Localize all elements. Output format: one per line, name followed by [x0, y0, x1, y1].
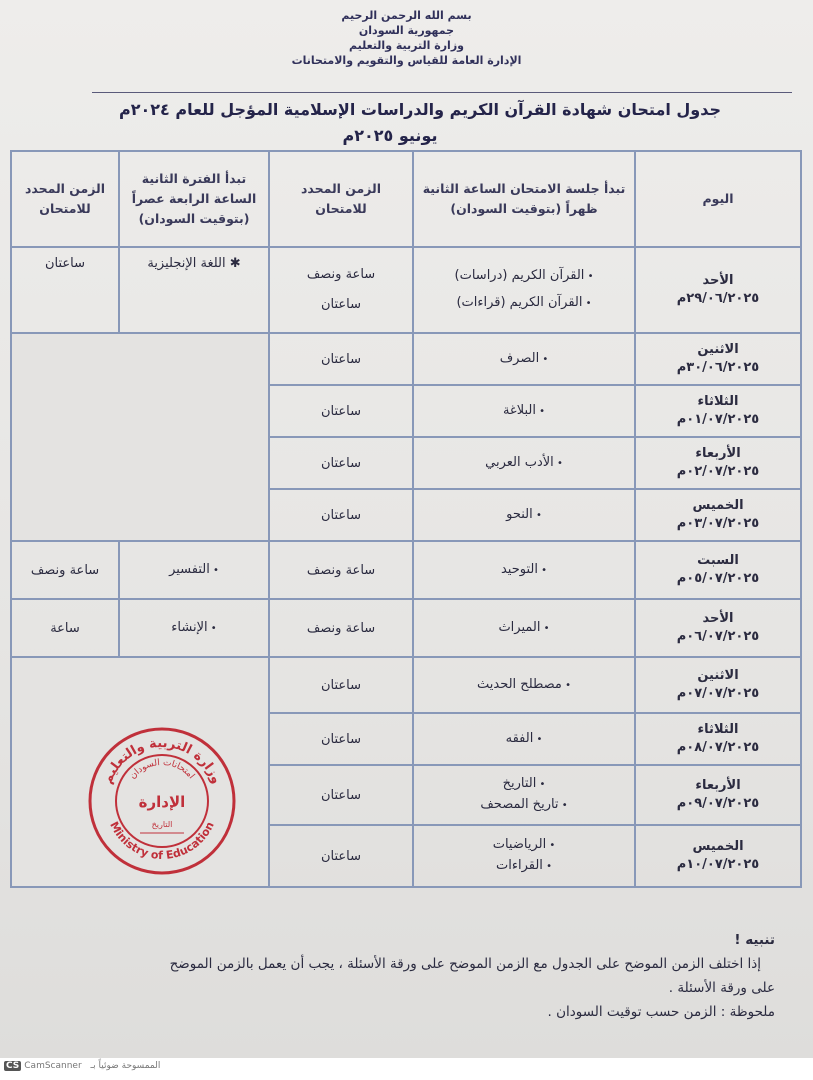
subject: • التوحيد: [418, 557, 630, 584]
table-row: [11, 657, 801, 713]
subject: • الميراث: [418, 615, 630, 642]
subject-cell: [413, 489, 635, 541]
day-name: الخميس: [692, 839, 744, 854]
subject-cell: [413, 765, 635, 825]
day-cell: [635, 437, 801, 489]
day-date: ٠٨/٠٧/٢٠٢٥م: [676, 740, 760, 755]
duration2-cell: ساعتان: [11, 247, 119, 333]
duration-cell: ساعة ونصف: [269, 599, 413, 657]
subject: • تاريخ المصحف: [418, 795, 630, 816]
day-date: ٠٩/٠٧/٢٠٢٥م: [676, 796, 760, 811]
header-session1: تبدأ جلسة الامتحان الساعة الثانية ظهراً (بتوقيت السودان): [413, 151, 635, 247]
subject2-cell: [119, 541, 269, 599]
duration2-cell: ساعة: [11, 599, 119, 657]
subject2: • التفسير: [124, 557, 264, 584]
day-cell: [635, 713, 801, 765]
day-cell: [635, 333, 801, 385]
duration-cell: ساعتان: [269, 333, 413, 385]
day-name: الاثنين: [697, 342, 739, 357]
day-cell: [635, 541, 801, 599]
subject: • الصرف: [418, 346, 630, 373]
country-name: جمهورية السودان: [358, 24, 455, 37]
day-name: الثلاثاء: [697, 394, 739, 409]
day-date: ٠١/٠٧/٢٠٢٥م: [676, 412, 760, 427]
subject-cell: [413, 247, 635, 333]
subject: • القرآن الكريم (قراءات): [418, 290, 630, 317]
ministry-header: [0, 8, 813, 68]
notes-line2: على ورقة الأسئلة .: [668, 980, 775, 996]
empty-block: [11, 333, 269, 541]
official-stamp: [86, 725, 238, 877]
day-cell: [635, 385, 801, 437]
notes-heading: تنبيه !: [734, 932, 775, 948]
stamp-date-label: التاريخ: [151, 820, 173, 829]
subject-cell: [413, 541, 635, 599]
day-cell: [635, 599, 801, 657]
notes-line3: ملحوظة : الزمن حسب توقيت السودان .: [547, 1004, 775, 1020]
day-cell: [635, 765, 801, 825]
day-name: السبت: [697, 553, 739, 568]
ministry-name: وزارة التربية والتعليم: [349, 39, 464, 52]
subject-cell: [413, 825, 635, 887]
notes-line1: إذا اختلف الزمن الموضح على الجدول مع الزمن الموضح على ورقة الأسئلة ، يجب أن يعمل بالزمن الموضح: [169, 956, 761, 972]
subject2: • الإنشاء: [124, 615, 264, 642]
subject: • مصطلح الحديث: [418, 672, 630, 699]
subject: • البلاغة: [418, 398, 630, 425]
notes-section: [15, 928, 775, 1024]
day-name: الخميس: [692, 498, 744, 513]
duration-cell: ساعتان: [269, 825, 413, 887]
subject-cell: [413, 333, 635, 385]
day-date: ٠٦/٠٧/٢٠٢٥م: [676, 629, 760, 644]
subject-cell: [413, 657, 635, 713]
day-date: ١٠/٠٧/٢٠٢٥م: [676, 857, 760, 872]
day-date: ٢٩/٠٦/٢٠٢٥م: [676, 291, 760, 306]
duration-cell: ساعتان: [269, 713, 413, 765]
department-name: الإدارة العامة للقياس والتقويم والامتحانات: [291, 54, 522, 67]
duration: ساعتان: [320, 297, 362, 312]
subject: • الأدب العربي: [418, 450, 630, 477]
duration-cell: ساعة ونصف: [269, 541, 413, 599]
subject-cell: [413, 599, 635, 657]
header-session2: تبدأ الفترة الثانية الساعة الرابعة عصراً (بتوقيت السودان): [119, 151, 269, 247]
basmala: بسم الله الرحمن الرحيم: [341, 9, 472, 22]
day-cell: [635, 657, 801, 713]
day-date: ٠٥/٠٧/٢٠٢٥م: [676, 571, 760, 586]
stamp-arc-bottom: Ministry of Education: [107, 819, 217, 863]
duration-cell: ساعتان: [269, 385, 413, 437]
day-name: الأربعاء: [695, 446, 741, 461]
day-name: الاثنين: [697, 668, 739, 683]
camscanner-label: CamScanner: [24, 1061, 82, 1071]
header-duration1: الزمن المحدد للامتحان: [269, 151, 413, 247]
duration-cell: [269, 247, 413, 333]
subject2-cell: [119, 599, 269, 657]
stamp-arc-top: وزارة التربية والتعليم: [100, 735, 224, 787]
document-title: جدول امتحان شهادة القرآن الكريم والدراسات الإسلامية المؤجل للعام ٢٠٢٤م: [119, 100, 721, 119]
camscanner-logo-icon: CS: [6, 1061, 20, 1071]
subject: • التاريخ: [418, 774, 630, 795]
duration-cell: ساعتان: [269, 765, 413, 825]
day-date: ٠٣/٠٧/٢٠٢٥م: [676, 516, 760, 531]
day-name: الأربعاء: [695, 778, 741, 793]
table-row: [11, 599, 801, 657]
stamp-center: الإدارة: [138, 793, 186, 811]
day-cell: [635, 489, 801, 541]
duration-cell: ساعتان: [269, 657, 413, 713]
duration-cell: ساعتان: [269, 437, 413, 489]
header-day: اليوم: [635, 151, 801, 247]
table-header-row: [11, 151, 801, 247]
camscanner-watermark: [4, 1061, 160, 1071]
duration-cell: ساعتان: [269, 489, 413, 541]
subject-cell: [413, 385, 635, 437]
header-duration2: الزمن المحدد للامتحان: [11, 151, 119, 247]
table-row: [11, 247, 801, 333]
day-date: ٠٧/٠٧/٢٠٢٥م: [676, 686, 760, 701]
subject2: ✱ اللغة الإنجليزية: [147, 256, 241, 271]
subject: • الرياضيات: [418, 835, 630, 856]
duration: ساعة ونصف: [306, 267, 376, 282]
stamp-inner-arc: امتحانات السودان: [128, 757, 197, 782]
subject-cell: [413, 437, 635, 489]
day-name: الأحد: [702, 611, 734, 626]
table-row: [11, 541, 801, 599]
subject-cell: [413, 713, 635, 765]
subject: • النحو: [418, 502, 630, 529]
day-name: الأحد: [702, 273, 734, 288]
subject2-cell: [119, 247, 269, 333]
day-cell: [635, 825, 801, 887]
day-cell: [635, 247, 801, 333]
duration2-cell: ساعة ونصف: [11, 541, 119, 599]
table-row: [11, 333, 801, 385]
subject: • الفقه: [418, 726, 630, 753]
document-subtitle: يونيو ٢٠٢٥م: [342, 126, 438, 145]
subject: • القرآن الكريم (دراسات): [418, 263, 630, 290]
day-date: ٣٠/٠٦/٢٠٢٥م: [676, 360, 760, 375]
camscanner-caption: الممسوحة ضوئياً بـ: [90, 1061, 161, 1071]
day-name: الثلاثاء: [697, 722, 739, 737]
subject: • القراءات: [418, 856, 630, 877]
header-divider: [92, 92, 792, 93]
day-date: ٠٢/٠٧/٢٠٢٥م: [676, 464, 760, 479]
